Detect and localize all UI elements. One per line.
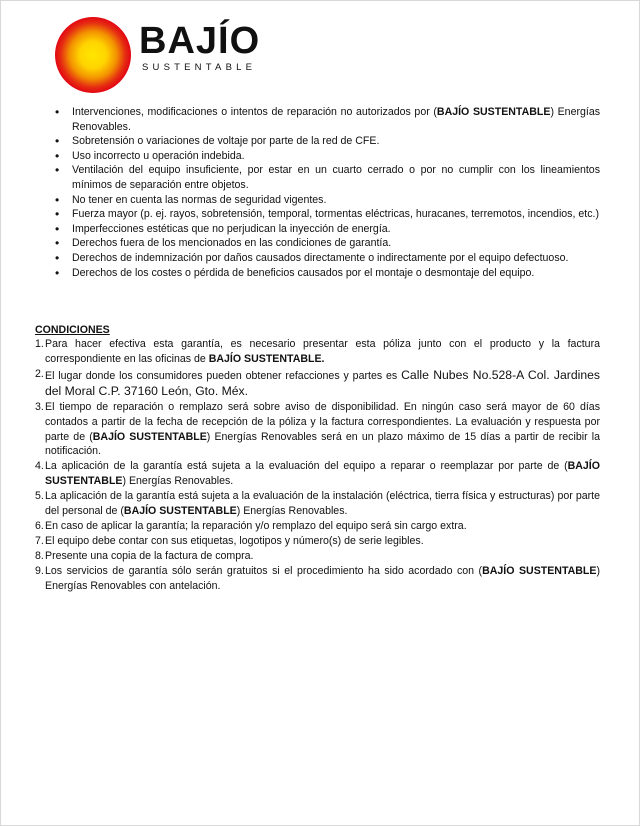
- conditions-list: [35, 337, 600, 594]
- list-item: • Derechos fuera de los mencionados en las condiciones de garantía.: [53, 236, 600, 251]
- exclusions-list: [53, 105, 600, 280]
- list-item: • Derechos de los costes o pérdida de beneficios causados por el montaje o desmontaje del equipo.: [53, 266, 600, 281]
- list-item: • Imperfecciones estéticas que no perjudican la inyección de energía.: [53, 222, 600, 237]
- brand-name: BAJÍO: [139, 20, 261, 62]
- list-item: 6. En caso de aplicar la garantía; la reparación y/o remplazo del equipo será sin cargo extra.: [35, 519, 467, 532]
- list-item: • Ventilación del equipo insuficiente, por estar en un cuarto cerrado o por no cumplir con los lineamientos mínimos de separación entre objetos.: [53, 163, 600, 192]
- list-item: • Derechos de indemnización por daños causados directamente o indirectamente por el equipo defectuoso.: [53, 251, 600, 266]
- list-item: 2. El lugar donde los consumidores pueden obtener refacciones y partes es Calle Nubes No.528-A Col. Jardines del Moral C.P. 37160 León, Gto. Méx.: [35, 367, 600, 399]
- list-item: 7. El equipo debe contar con sus etiquetas, logotipos y número(s) de serie legibles.: [35, 534, 424, 547]
- sun-logo-icon: [53, 15, 133, 95]
- brand-logo: [53, 15, 273, 95]
- list-item: • Intervenciones, modificaciones o intentos de reparación no autorizados por (BAJÍO SUSTENTABLE) Energías Renovables.: [53, 105, 600, 134]
- list-item: 5. La aplicación de la garantía está sujeta a la evaluación de la instalación (eléctrica, tierra física y estructuras) por parte del personal de (BAJÍO SUSTENTABLE) Energías Renovables.: [35, 489, 600, 517]
- list-item: 1. Para hacer efectiva esta garantía, es necesario presentar esta póliza junto con el producto y la factura correspondiente en las oficinas de BAJÍO SUSTENTABLE.: [35, 338, 600, 365]
- list-item: 9. Los servicios de garantía sólo serán gratuitos si el procedimiento ha sido acordado con (BAJÍO SUSTENTABLE) Energías Renovables con antelación.: [35, 564, 601, 592]
- conditions-title: CONDICIONES: [35, 324, 110, 336]
- list-item: 3. El tiempo de reparación o remplazo será sobre aviso de disponibilidad. En ningún caso será mayor de 60 días contados a partir de la fecha de recepción de la póliza y la factura correspondientes. La evaluación y respuesta por parte de (BAJÍO SUSTENTABLE) Energías Renovables será en un plazo máximo de 15 días a partir de recibir la notificación.: [35, 401, 600, 458]
- list-item: 4. La aplicación de la garantía está sujeta a la evaluación del equipo a reparar o reemplazar por parte de (BAJÍO SUSTENTABLE) Energías Renovables.: [35, 460, 600, 487]
- list-item: • Uso incorrecto u operación indebida.: [53, 149, 600, 164]
- list-item: • Fuerza mayor (p. ej. rayos, sobretensión, temporal, tormentas eléctricas, huracanes, terremotos, incendios, etc.): [53, 207, 600, 222]
- list-item: • No tener en cuenta las normas de seguridad vigentes.: [53, 193, 600, 208]
- brand-tagline: SUSTENTABLE: [142, 62, 257, 73]
- list-item: • Sobretensión o variaciones de voltaje por parte de la red de CFE.: [53, 134, 600, 149]
- list-item: 8. Presente una copia de la factura de compra.: [35, 549, 254, 562]
